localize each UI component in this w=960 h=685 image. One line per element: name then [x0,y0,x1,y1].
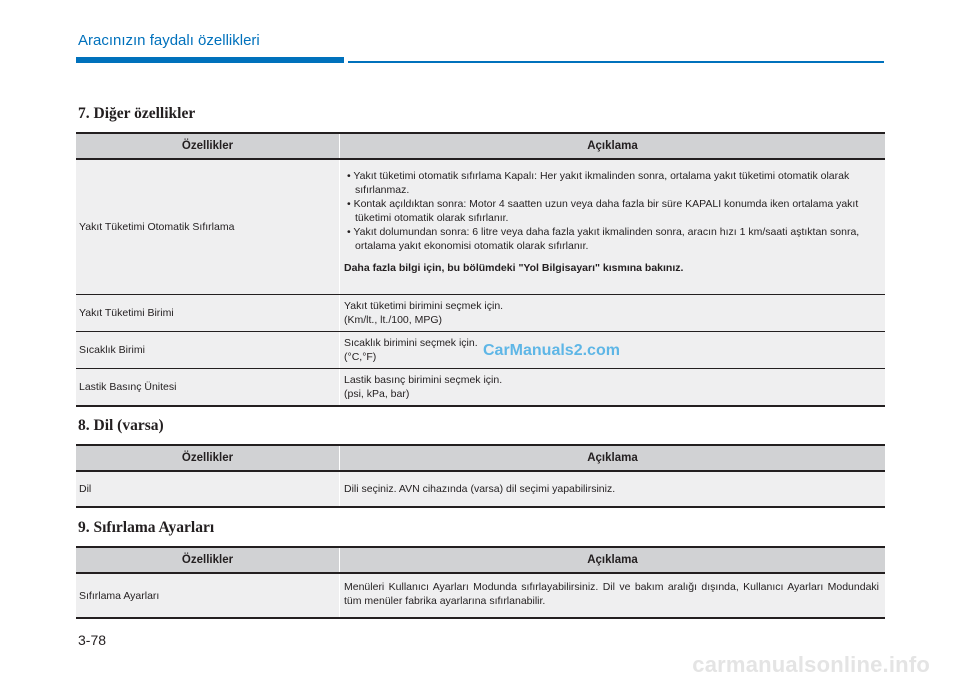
feature-cell: Yakıt Tüketimi Birimi [76,294,340,331]
section-title-other-features: 7. Diğer özellikler [78,105,196,122]
page-number: 3-78 [78,632,107,648]
description-line: Sıcaklık birimini seçmek için. [344,336,478,349]
table-header-row [76,547,885,573]
column-header-description: Açıklama [340,445,886,471]
table-row [76,573,885,618]
feature-cell: Lastik Basınç Ünitesi [76,368,340,406]
column-header-description: Açıklama [340,133,886,159]
description-bullet: • Yakıt tüketimi otomatik sıfırlama Kapalı: Her yakıt ikmalinden sonra, ortalama yakıt tüketimi otomatik olarak sıfırlanmaz. [347,170,850,196]
description-line: (Km/lt., lt./100, MPG) [344,313,443,326]
feature-cell: Sıfırlama Ayarları [76,573,340,618]
description-line: Yakıt tüketimi birimini seçmek için. [344,299,504,312]
language-table [76,444,885,508]
section-title-reset-settings: 9. Sıfırlama Ayarları [78,519,215,536]
column-header-features: Özellikler [76,547,340,573]
chapter-title: Aracınızın faydalı özellikleri [78,32,260,49]
description-line: Lastik basınç birimini seçmek için. [344,373,503,386]
header-rule [348,61,884,63]
description-cell [340,368,886,406]
table-header-row [76,445,885,471]
reference-note: Daha fazla bilgi için, bu bölümdeki "Yol Bilgisayarı" kısmına bakınız. [344,262,684,274]
feature-cell: Dil [76,471,340,507]
other-features-table [76,132,885,407]
description-cell [340,159,886,294]
column-header-features: Özellikler [76,133,340,159]
description-cell [340,294,886,331]
description-cell: Menüleri Kullanıcı Ayarları Modunda sıfırlayabilirsiniz. Dil ve bakım aralığı dışında, Kullanıcı Ayarları Modundaki tüm menüler fabrika ayarlarına sıfırlanabilir. [340,573,886,618]
description-bullet: • Yakıt dolumundan sonra: 6 litre veya daha fazla yakıt ikmalinden sonra, aracın hızı 1 km/saati aştıktan sonra, ortalama yakıt ekonomisi otomatik olarak sıfırlanır. [347,226,860,252]
header-accent-bar [76,57,344,63]
watermark-logo: CarManuals2.com [483,342,620,359]
table-header-row [76,133,885,159]
table-row [76,159,885,294]
table-row [76,331,885,368]
description-bullet: • Kontak açıldıktan sonra: Motor 4 saatten uzun veya daha fazla bir süre KAPALI konumda iken ortalama yakıt tüketimi otomatik olarak sıfırlanır. [347,198,859,224]
description-cell: Dili seçiniz. AVN cihazında (varsa) dil seçimi yapabilirsiniz. [340,471,886,507]
column-header-description: Açıklama [340,547,886,573]
feature-cell: Yakıt Tüketimi Otomatik Sıfırlama [76,159,340,294]
reset-settings-table [76,546,885,619]
description-line: (psi, kPa, bar) [344,387,410,400]
column-header-features: Özellikler [76,445,340,471]
table-row [76,368,885,406]
description-line: (°C,°F) [344,350,377,363]
table-row [76,471,885,507]
table-row [76,294,885,331]
footer-watermark: carmanualsonline.info [692,652,930,677]
feature-cell: Sıcaklık Birimi [76,331,340,368]
section-title-language: 8. Dil (varsa) [78,417,164,434]
